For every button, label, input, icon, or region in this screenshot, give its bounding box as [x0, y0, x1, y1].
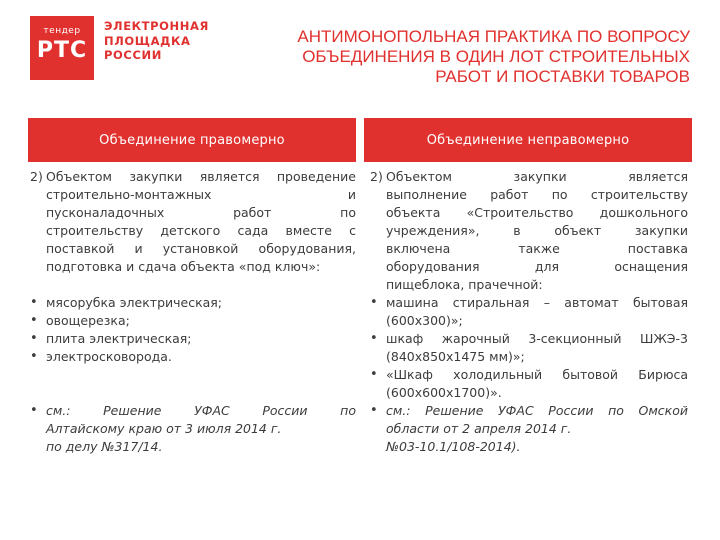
list-item: [370, 330, 688, 366]
text-line: подготовка и сдача объекта «под ключ»:: [46, 259, 321, 274]
item-line: (840х850х1475 мм)»;: [386, 349, 525, 364]
title-line-3: РАБОТ И ПОСТАВКИ ТОВАРОВ: [435, 67, 690, 86]
header-divider: [356, 118, 364, 162]
reference-line: см.: Решение УФАС России по: [46, 403, 356, 418]
logo-small-text: тендер: [43, 26, 81, 36]
numbered-item: [30, 168, 356, 276]
bullet-icon: •: [30, 331, 38, 346]
text-line: выполнение работ по строительству: [386, 187, 688, 202]
bullet-icon: •: [30, 403, 38, 418]
list-item: • мясорубка электрическая;: [30, 295, 223, 310]
reference-line: Алтайскому краю от 3 июля 2014 г.: [46, 421, 282, 436]
logo-mark: [30, 16, 94, 80]
bullet-icon: •: [370, 295, 378, 310]
item-number: 2): [30, 169, 43, 184]
text-line: пусконаладочных работ по: [46, 205, 356, 220]
title-line-2: ОБЪЕДИНЕНИЯ В ОДИН ЛОТ СТРОИТЕЛЬНЫХ: [302, 47, 690, 66]
item-number: 2): [370, 169, 383, 184]
list-item: • овощерезка;: [30, 313, 130, 328]
item-text: [46, 168, 356, 276]
bullet-icon: •: [370, 331, 378, 346]
reference-line: см.: Решение УФАС России по Омской: [386, 403, 688, 418]
list-item: [370, 294, 688, 330]
column-lawful: [30, 168, 356, 456]
bullet-icon: •: [30, 313, 38, 328]
list-item: • плита электрическая;: [30, 331, 192, 346]
bullet-icon: •: [30, 295, 38, 310]
page-title: [220, 27, 690, 87]
text-line: строительно-монтажных и: [46, 187, 356, 202]
column-unlawful: [370, 168, 688, 456]
text-line: объекта «Строительство дошкольного: [386, 205, 688, 220]
text-line: оборудования для оснащения: [386, 259, 688, 274]
text-line: включена также поставка: [386, 241, 688, 256]
bullet-icon: •: [370, 403, 378, 418]
item-line: машина стиральная – автомат бытовая: [386, 295, 688, 310]
reference-line: по делу №317/14.: [46, 439, 163, 454]
numbered-item: [370, 168, 688, 294]
header-unlawful: Объединение неправомерно: [364, 118, 692, 162]
item-text: [386, 168, 688, 294]
reference-line: области от 2 апреля 2014 г.: [386, 421, 572, 436]
reference-line: №03-10.1/108-2014).: [386, 439, 521, 454]
reference-item: [370, 402, 688, 456]
title-line-1: АНТИМОНОПОЛЬНАЯ ПРАКТИКА ПО ВОПРОСУ: [297, 27, 690, 46]
text-line: поставкой и установкой оборудования,: [46, 241, 356, 256]
logo-line-1: ЭЛЕКТРОННАЯ: [104, 19, 209, 33]
item-line: шкаф жарочный 3-секционный ШЖЭ-3: [386, 331, 688, 346]
text-line: Объектом закупки является проведение: [46, 169, 356, 184]
bullet-icon: •: [370, 367, 378, 382]
list-item: [370, 366, 688, 402]
text-line: строительству детского сада вместе с: [46, 223, 356, 238]
reference-item: [30, 402, 356, 456]
bullet-icon: •: [30, 349, 38, 364]
logo-wordmark: [104, 19, 214, 63]
item-line: (600х300)»;: [386, 313, 463, 328]
logo-line-2: ПЛОЩАДКА: [104, 33, 191, 48]
text-line: учреждения», в объект закупки: [386, 223, 688, 238]
item-line: (600х600х1700)».: [386, 385, 502, 400]
reference-list: [30, 402, 356, 456]
text-line: пищеблока, прачечной:: [386, 277, 543, 292]
header-lawful: Объединение правомерно: [28, 118, 356, 162]
list-item: • электросковорода.: [30, 349, 172, 364]
logo-line-3: РОССИИ: [104, 48, 162, 62]
item-line: «Шкаф холодильный бытовой Бирюса: [386, 367, 688, 382]
logo-big-text: РТС: [36, 38, 88, 63]
equipment-list: [370, 294, 688, 402]
text-line: Объектом закупки является: [386, 169, 688, 184]
equipment-list: [30, 294, 356, 366]
reference-list: [370, 402, 688, 456]
table-header: [28, 118, 692, 162]
